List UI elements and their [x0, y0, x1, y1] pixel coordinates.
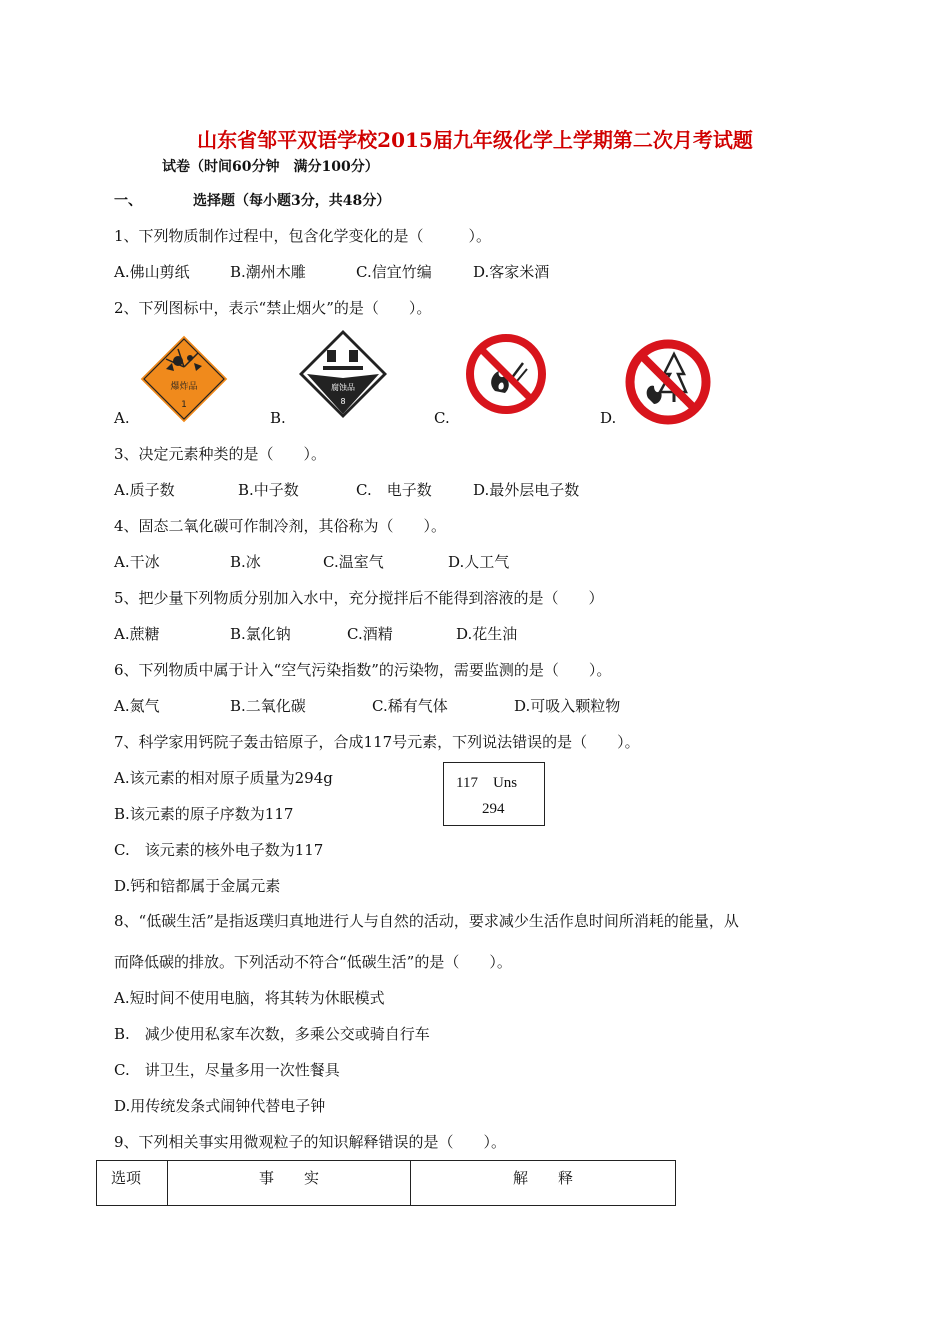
- no-fire-sign-icon: [465, 333, 547, 415]
- question-1-stem: 1、下列物质制作过程中，包含化学变化的是（ ）。: [114, 227, 492, 245]
- question-6-stem: 6、下列物质中属于计入“空气污染指数”的污染物，需要监测的是（ ）。: [114, 661, 612, 679]
- question-3-option-b: B.中子数: [238, 481, 299, 499]
- table-header-option: 选项: [97, 1161, 168, 1206]
- question-1-option-a: A.佛山剪纸: [114, 263, 190, 281]
- explosive-sign-icon: [138, 333, 230, 425]
- question-5-option-a: A.蔗糖: [114, 625, 160, 643]
- question-5-option-d: D.花生油: [456, 625, 518, 643]
- question-4-stem: 4、固态二氧化碳可作制冷剂，其俗称为（ ）。: [114, 517, 447, 535]
- question-8-stem-line-1: 8、“低碳生活”是指返璞归真地进行人与自然的活动，要求减少生活作息时间所消耗的能量，从: [114, 912, 739, 930]
- element-number-symbol: 117 Uns: [456, 775, 518, 791]
- question-6-option-d: D.可吸入颗粒物: [514, 697, 621, 715]
- exam-info: 试卷（时间60分钟 满分100分）: [162, 159, 379, 175]
- table-header-fact: 事 实: [168, 1161, 411, 1206]
- question-8-stem-line-2: 而降低碳的排放。下列活动不符合“低碳生活”的是（ ）。: [114, 953, 512, 971]
- question-4-option-a: A.干冰: [114, 553, 160, 571]
- question-5-option-b: B.氯化钠: [230, 625, 291, 643]
- question-3-option-d: D.最外层电子数: [473, 481, 580, 499]
- question-9-stem: 9、下列相关事实用微观粒子的知识解释错误的是（ ）。: [114, 1133, 507, 1151]
- question-7-option-c: C. 该元素的核外电子数为117: [114, 841, 324, 859]
- question-2-option-b: B.: [270, 409, 286, 427]
- question-4-option-d: D.人工气: [448, 553, 510, 571]
- element-info-box: [443, 762, 545, 826]
- section-number: 一、: [114, 193, 142, 209]
- question-6-option-b: B.二氧化碳: [230, 697, 306, 715]
- corrosive-sign-icon: [297, 328, 389, 420]
- question-8-option-c: C. 讲卫生，尽量多用一次性餐具: [114, 1061, 340, 1079]
- sign-a-label: 爆炸品: [170, 382, 198, 392]
- question-7-stem: 7、科学家用钙院子轰击锫原子，合成117号元素，下列说法错误的是（ ）。: [114, 733, 640, 751]
- question-8-option-a: A.短时间不使用电脑，将其转为休眠模式: [114, 989, 385, 1007]
- question-3-option-c: C. 电子数: [356, 481, 432, 499]
- question-5-stem: 5、把少量下列物质分别加入水中，充分搅拌后不能得到溶液的是（ ）: [114, 589, 604, 607]
- sign-b-number: 8: [340, 397, 346, 406]
- question-6-option-a: A.氮气: [114, 697, 160, 715]
- question-7-option-b: B.该元素的原子序数为117: [114, 805, 294, 823]
- question-6-option-c: C.稀有气体: [372, 697, 448, 715]
- question-4-option-c: C.温室气: [323, 553, 384, 571]
- table-header-row: [97, 1161, 676, 1206]
- question-2-option-a: A.: [114, 409, 130, 427]
- question-7-option-d: D.钙和锫都属于金属元素: [114, 877, 281, 895]
- question-2-option-d: D.: [600, 409, 617, 427]
- question-2-stem: 2、下列图标中，表示“禁止烟火”的是（ ）。: [114, 299, 432, 317]
- element-mass: 294: [482, 801, 505, 817]
- question-1-option-d: D.客家米酒: [473, 263, 550, 281]
- question-9-table: [96, 1160, 676, 1206]
- question-4-option-b: B.冰: [230, 553, 261, 571]
- question-8-option-d: D.用传统发条式闹钟代替电子钟: [114, 1097, 326, 1115]
- question-5-option-c: C.酒精: [347, 625, 393, 643]
- sign-a-number: 1: [181, 400, 187, 410]
- section-title: 选择题（每小题3分，共48分）: [193, 193, 391, 209]
- question-7-option-a: A.该元素的相对原子质量为294g: [114, 769, 333, 787]
- question-8-option-b: B. 减少使用私家车次数，多乘公交或骑自行车: [114, 1025, 430, 1043]
- question-3-option-a: A.质子数: [114, 481, 175, 499]
- page-title: 山东省邹平双语学校2015届九年级化学上学期第二次月考试题: [197, 128, 753, 152]
- table-header-explanation: 解 释: [411, 1161, 676, 1206]
- no-smoking-trees-sign-icon: [624, 338, 712, 426]
- question-2-option-c: C.: [434, 409, 450, 427]
- question-1-option-b: B.潮州木雕: [230, 263, 306, 281]
- sign-b-label: 腐蚀品: [331, 383, 355, 392]
- question-3-stem: 3、决定元素种类的是（ ）。: [114, 445, 327, 463]
- question-1-option-c: C.信宜竹编: [356, 263, 432, 281]
